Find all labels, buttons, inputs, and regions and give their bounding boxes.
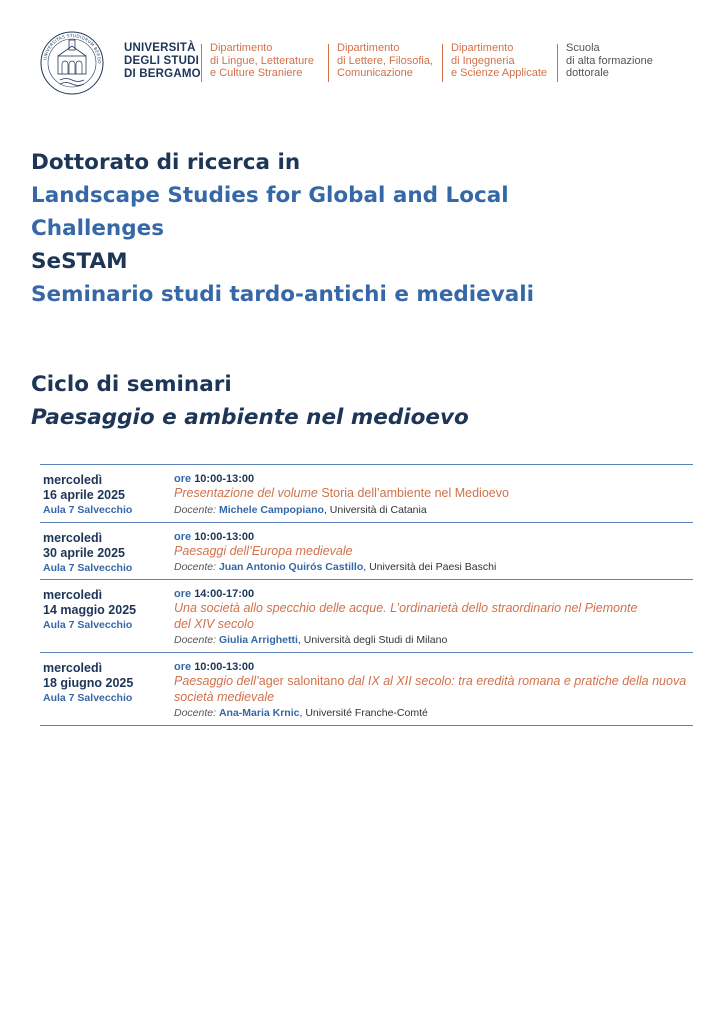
speaker-affiliation: , Université Franche-Comté xyxy=(299,707,428,719)
date: 14 maggio 2025 xyxy=(43,603,137,617)
weekday: mercoledì xyxy=(43,473,103,487)
time-prefix: ore xyxy=(174,473,192,485)
weekday: mercoledì xyxy=(43,661,103,675)
department-line: Dipartimento xyxy=(451,42,514,54)
department-line: e Culture Straniere xyxy=(210,67,303,79)
talk-title-italic: Paesaggi dell’Europa medievale xyxy=(174,543,353,558)
seminar-schedule xyxy=(40,464,693,726)
header-divider xyxy=(442,44,443,82)
department-lettere xyxy=(337,42,433,80)
speaker-affiliation: , Università degli Studi di Milano xyxy=(297,634,448,646)
time-prefix: ore xyxy=(174,661,192,673)
department-line: di Ingegneria xyxy=(451,54,515,67)
date-column xyxy=(43,588,173,632)
department-line: Dipartimento xyxy=(337,42,400,54)
info-column xyxy=(174,530,693,575)
department-line: di Lingue, Letterature xyxy=(210,54,314,67)
date: 18 giugno 2025 xyxy=(43,676,134,690)
schedule-row xyxy=(40,522,693,580)
university-name-line-2: DEGLI STUDI xyxy=(124,55,200,67)
department-line: Comunicazione xyxy=(337,67,413,79)
university-seal-logo xyxy=(38,30,106,96)
talk-title xyxy=(174,486,693,502)
speaker xyxy=(174,560,693,574)
speaker-affiliation: , Università dei Paesi Baschi xyxy=(363,561,497,573)
scuola-alta-formazione xyxy=(566,42,653,80)
schedule-row xyxy=(40,652,693,726)
room: Aula 7 Salvecchio xyxy=(43,619,133,631)
title-line-phd: Dottorato di ricerca in xyxy=(31,150,301,175)
weekday: mercoledì xyxy=(43,530,103,545)
speaker-name: Juan Antonio Quirós Castillo xyxy=(218,561,364,573)
talk-title xyxy=(174,601,644,632)
speaker-label: Docente: xyxy=(174,707,217,719)
talk-title xyxy=(174,544,693,560)
room: Aula 7 Salvecchio xyxy=(43,692,133,704)
title-line-program: Landscape Studies for Global and Local xyxy=(31,183,509,208)
time xyxy=(174,587,693,601)
time-range: 10:00-13:00 xyxy=(194,661,255,673)
department-line: di Lettere, Filosofia, xyxy=(337,54,433,67)
date: 16 aprile 2025 xyxy=(43,488,126,502)
speaker-label: Docente: xyxy=(174,561,217,573)
cycle-heading xyxy=(31,368,469,434)
university-name-line-3: DI BERGAMO xyxy=(124,68,201,80)
university-name-line-1: UNIVERSITÀ xyxy=(124,42,196,54)
speaker-affiliation: , Università di Catania xyxy=(323,503,427,516)
time xyxy=(174,472,693,486)
speaker xyxy=(174,706,693,720)
header xyxy=(38,30,698,96)
department-ingegneria xyxy=(451,42,547,80)
department-line: Scuola xyxy=(566,42,600,54)
department-line: di alta formazione xyxy=(566,54,653,67)
speaker-label: Docente: xyxy=(174,634,217,646)
talk-title xyxy=(174,674,689,705)
department-lingue xyxy=(210,42,314,80)
talk-title-italic-cont: dal IX al XII secolo: tra eredità romana e pratiche della nuova società medievale xyxy=(174,674,687,704)
date-column xyxy=(43,473,173,517)
title-block xyxy=(31,146,691,311)
date-column xyxy=(43,531,173,575)
time-range: 10:00-13:00 xyxy=(194,530,255,543)
header-divider xyxy=(557,44,558,82)
room: Aula 7 Salvecchio xyxy=(43,504,133,516)
time xyxy=(174,660,693,674)
talk-title-italic: Una società allo specchio delle acque. L’ordinarietà dello straordinario nel Piemonte del XIV secolo xyxy=(174,601,638,631)
info-column xyxy=(174,660,693,720)
talk-title-roman: ager salonitano xyxy=(258,674,345,688)
svg-text:UNIVERSITAS STUDIORUM BERGOMEN: UNIVERSITAS STUDIORUM BERGO xyxy=(42,32,103,65)
talk-title-italic: Presentazione del volume xyxy=(174,486,318,500)
speaker-name: Giulia Arrighetti xyxy=(218,634,298,646)
speaker-name: Michele Campopiano xyxy=(218,503,324,516)
cycle-label: Ciclo di seminari xyxy=(31,372,232,397)
info-column xyxy=(174,472,693,517)
speaker xyxy=(174,633,693,647)
weekday: mercoledì xyxy=(43,588,103,602)
speaker-name: Ana-Maria Krnic xyxy=(218,707,300,719)
date-column xyxy=(43,661,173,705)
time-range: 14:00-17:00 xyxy=(194,588,255,600)
header-divider xyxy=(201,44,202,82)
schedule-row xyxy=(40,464,693,522)
room: Aula 7 Salvecchio xyxy=(43,561,133,574)
department-line: e Scienze Applicate xyxy=(451,67,548,79)
talk-title-book: Storia dell’ambiente nel Medioevo xyxy=(317,486,509,500)
title-line-seminario: Seminario studi tardo-antichi e medievali xyxy=(31,282,535,307)
department-line: dottorale xyxy=(566,67,609,79)
speaker-label: Docente: xyxy=(174,503,217,516)
info-column xyxy=(174,587,693,647)
schedule-row xyxy=(40,579,693,652)
time xyxy=(174,530,693,544)
time-range: 10:00-13:00 xyxy=(194,473,255,485)
talk-title-italic: Paesaggio dell’ xyxy=(174,674,259,688)
date: 30 aprile 2025 xyxy=(43,545,126,560)
department-line: Dipartimento xyxy=(210,42,273,54)
speaker xyxy=(174,503,693,517)
cycle-subtitle: Paesaggio e ambiente nel medioevo xyxy=(31,405,469,430)
university-name xyxy=(124,42,201,81)
header-divider xyxy=(328,44,329,82)
title-line-sestam: SeSTAM xyxy=(31,249,128,274)
title-line-program-cont: Challenges xyxy=(31,216,164,241)
time-prefix: ore xyxy=(174,530,192,543)
time-prefix: ore xyxy=(174,588,192,600)
